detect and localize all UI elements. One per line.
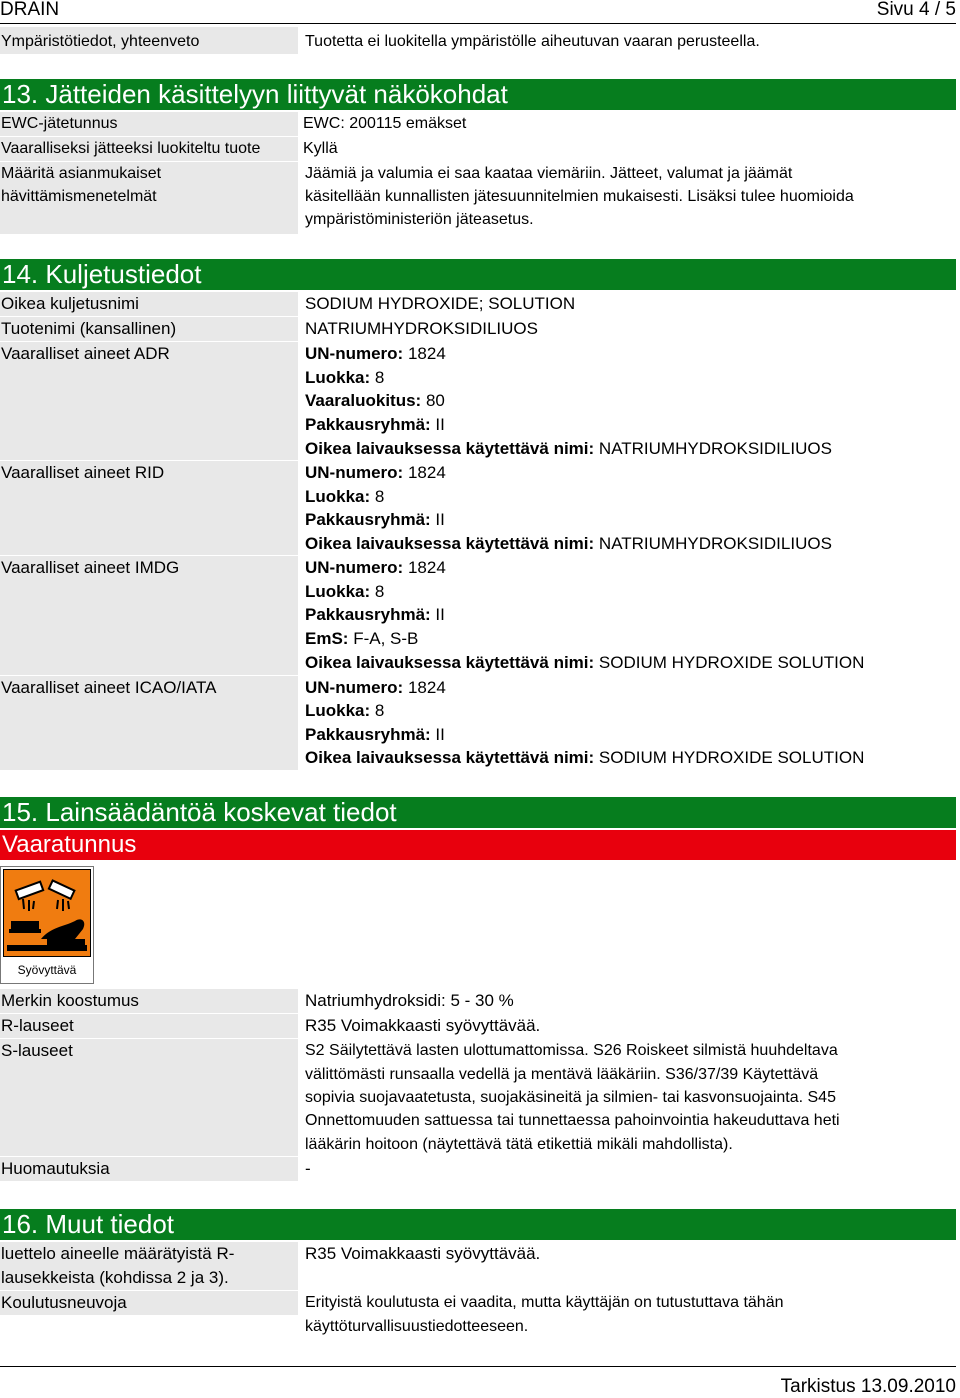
imdg-psn-row	[305, 651, 864, 675]
r-list-label-line-2: lausekkeista (kohdissa 2 ja 3).	[1, 1268, 229, 1287]
pictogram-box	[0, 866, 94, 984]
pictogram-caption: Syövyttävä	[17, 963, 77, 977]
disposal-label-line-1: Määritä asianmukaiset	[1, 165, 162, 182]
imdg-label-cell	[0, 556, 298, 675]
imdg-un-row	[305, 556, 446, 580]
disposal-value-line-1: Jäämiä ja valumia ei saa kaataa viemäriin. Jätteet, valumat ja jäämät	[305, 165, 793, 182]
s-phrases-line-4: Onnettomuuden sattuessa tai tunnettaessa pahoinvointia hakeuduttava heti	[305, 1112, 840, 1129]
r-list-label-cell	[0, 1242, 298, 1290]
s-phrases-line-5: lääkärin hoitoon (näytettävä tätä etikettiä mikäli mahdollista).	[305, 1136, 733, 1153]
adr-psn-row	[305, 437, 832, 461]
ewc-label: EWC-jätetunnus	[1, 115, 118, 132]
adr-un-key: UN-numero:	[305, 344, 404, 363]
product-name: DRAIN	[0, 0, 60, 20]
imdg-label: Vaaralliset aineet IMDG	[1, 558, 180, 577]
corrosive-pictogram-icon	[3, 869, 91, 957]
disposal-label-line-2: hävittämismenetelmät	[1, 188, 157, 205]
header-rule	[0, 23, 956, 24]
section-14-header	[0, 259, 956, 290]
adr-hazid-row	[305, 389, 445, 413]
icao-un-key: UN-numero:	[305, 678, 404, 697]
imdg-ems-value: F-A, S-B	[353, 629, 419, 648]
s-phrases-line-1: S2 Säilytettävä lasten ulottumattomissa. S26 Roiskeet silmistä huuhdeltava	[305, 1042, 838, 1059]
adr-psn-key: Oikea laivauksessa käytettävä nimi:	[305, 439, 595, 458]
hazwaste-label: Vaaralliseksi jätteeksi luokiteltu tuote	[1, 140, 261, 157]
hazwaste-label-cell	[0, 137, 298, 161]
env-summary-label-text: Ympäristötiedot, yhteenveto	[1, 33, 200, 50]
imdg-ems-row	[305, 627, 418, 651]
training-label-cell	[0, 1291, 298, 1315]
shipname-label: Oikea kuljetusnimi	[1, 294, 139, 313]
section-16-header	[0, 1209, 956, 1240]
adr-class-value: 8	[374, 368, 385, 387]
env-summary-value: Tuotetta ei luokitella ympäristölle aiheutuvan vaaran perusteella.	[305, 33, 760, 50]
r-list-label-line-1: luettelo aineelle määrätyistä R-	[1, 1244, 235, 1263]
adr-label: Vaaralliset aineet ADR	[1, 344, 170, 363]
tradename-label: Tuotenimi (kansallinen)	[1, 319, 177, 338]
shipname-label-cell	[0, 292, 298, 316]
adr-hazid-value: 80	[425, 391, 445, 410]
icao-pg-key: Pakkausryhmä:	[305, 725, 431, 744]
imdg-pg-value: II	[435, 605, 445, 624]
adr-un-row	[305, 342, 446, 366]
footer-rule	[0, 1366, 956, 1367]
disposal-value-line-2: käsitellään kunnallisten jätesuunnitelmien mukaisesti. Lisäksi tulee huomioida	[305, 188, 854, 205]
rid-pg-value: II	[435, 510, 445, 529]
notes-value: -	[305, 1159, 311, 1178]
imdg-pg-row	[305, 603, 445, 627]
icao-class-value: 8	[374, 701, 385, 720]
r-phrases-label-cell	[0, 1014, 298, 1038]
r-list-value: R35 Voimakkaasti syövyttävää.	[305, 1244, 541, 1263]
revision-date: Tarkistus 13.09.2010	[780, 1376, 956, 1397]
rid-label: Vaaralliset aineet RID	[1, 463, 165, 482]
training-value-line-2: käyttöturvallisuustiedotteeseen.	[305, 1318, 529, 1335]
rid-class-row	[305, 485, 384, 509]
icao-un-row	[305, 676, 446, 700]
icao-psn-row	[305, 746, 864, 770]
adr-un-value: 1824	[407, 344, 446, 363]
section-15-header	[0, 797, 956, 828]
imdg-class-value: 8	[374, 582, 385, 601]
rid-un-row	[305, 461, 446, 485]
imdg-class-key: Luokka:	[305, 582, 371, 601]
adr-class-key: Luokka:	[305, 368, 371, 387]
icao-label-cell	[0, 676, 298, 770]
imdg-class-row	[305, 580, 384, 604]
composition-label: Merkin koostumus	[1, 991, 139, 1010]
rid-pg-row	[305, 508, 445, 532]
notes-label-cell	[0, 1157, 298, 1181]
hazwaste-value: Kyllä	[303, 140, 338, 157]
section-16-title: 16. Muut tiedot	[2, 1209, 174, 1239]
shipname-value: SODIUM HYDROXIDE; SOLUTION	[305, 294, 576, 313]
adr-pg-value: II	[435, 415, 445, 434]
rid-un-key: UN-numero:	[305, 463, 404, 482]
disposal-label-cell	[0, 162, 298, 234]
composition-value: Natriumhydroksidi: 5 - 30 %	[305, 991, 514, 1010]
rid-label-cell	[0, 461, 298, 555]
rid-psn-value: NATRIUMHYDROKSIDILIUOS	[598, 534, 832, 553]
rid-class-key: Luokka:	[305, 487, 371, 506]
imdg-psn-key: Oikea laivauksessa käytettävä nimi:	[305, 653, 595, 672]
hazard-symbol-title: Vaaratunnus	[2, 831, 137, 858]
imdg-un-value: 1824	[407, 558, 446, 577]
imdg-psn-value: SODIUM HYDROXIDE SOLUTION	[598, 653, 865, 672]
r-phrases-value: R35 Voimakkaasti syövyttävää.	[305, 1016, 541, 1035]
adr-hazid-key: Vaaraluokitus:	[305, 391, 422, 410]
page-number: Sivu 4 / 5	[876, 0, 956, 20]
imdg-pg-key: Pakkausryhmä:	[305, 605, 431, 624]
s-phrases-label: S-lauseet	[1, 1041, 73, 1060]
section-13-title: 13. Jätteiden käsittelyyn liittyvät näkökohdat	[2, 79, 508, 109]
ewc-label-cell	[0, 112, 298, 136]
s-phrases-line-2: välittömästi runsaalla vedellä ja mentävä lääkäriin. S36/37/39 Käytettävä	[305, 1066, 819, 1083]
icao-psn-key: Oikea laivauksessa käytettävä nimi:	[305, 748, 595, 767]
training-value-line-1: Erityistä koulutusta ei vaadita, mutta käyttäjän on tutustuttava tähän	[305, 1294, 784, 1311]
rid-class-value: 8	[374, 487, 385, 506]
s-phrases-line-3: sopivia suojavaatetusta, suojakäsineitä ja silmien- tai kasvonsuojainta. S45	[305, 1089, 836, 1106]
icao-class-key: Luokka:	[305, 701, 371, 720]
tradename-value: NATRIUMHYDROKSIDILIUOS	[305, 319, 538, 338]
tradename-label-cell	[0, 317, 298, 341]
composition-label-cell	[0, 989, 298, 1013]
env-summary-label	[0, 27, 298, 54]
icao-un-value: 1824	[407, 678, 446, 697]
rid-pg-key: Pakkausryhmä:	[305, 510, 431, 529]
rid-psn-key: Oikea laivauksessa käytettävä nimi:	[305, 534, 595, 553]
icao-pg-row	[305, 723, 445, 747]
section-15-title: 15. Lainsäädäntöä koskevat tiedot	[2, 797, 397, 827]
rid-un-value: 1824	[407, 463, 446, 482]
adr-psn-value: NATRIUMHYDROKSIDILIUOS	[598, 439, 832, 458]
icao-class-row	[305, 699, 384, 723]
notes-label: Huomautuksia	[1, 1159, 110, 1178]
section-13-header	[0, 79, 956, 110]
imdg-ems-key: EmS:	[305, 629, 349, 648]
adr-pg-row	[305, 413, 445, 437]
disposal-value-line-3: ympäristöministeriön jäteasetus.	[305, 211, 534, 228]
hazard-symbol-header	[0, 830, 956, 860]
adr-pg-key: Pakkausryhmä:	[305, 415, 431, 434]
icao-label: Vaaralliset aineet ICAO/IATA	[1, 678, 217, 697]
r-phrases-label: R-lauseet	[1, 1016, 74, 1035]
s-phrases-label-cell	[0, 1039, 298, 1156]
rid-psn-row	[305, 532, 832, 556]
icao-pg-value: II	[435, 725, 445, 744]
icao-psn-value: SODIUM HYDROXIDE SOLUTION	[598, 748, 865, 767]
training-label: Koulutusneuvoja	[1, 1293, 127, 1312]
imdg-un-key: UN-numero:	[305, 558, 404, 577]
section-14-title: 14. Kuljetustiedot	[2, 259, 202, 289]
ewc-value: EWC: 200115 emäkset	[303, 115, 467, 132]
adr-class-row	[305, 366, 384, 390]
adr-label-cell	[0, 342, 298, 460]
